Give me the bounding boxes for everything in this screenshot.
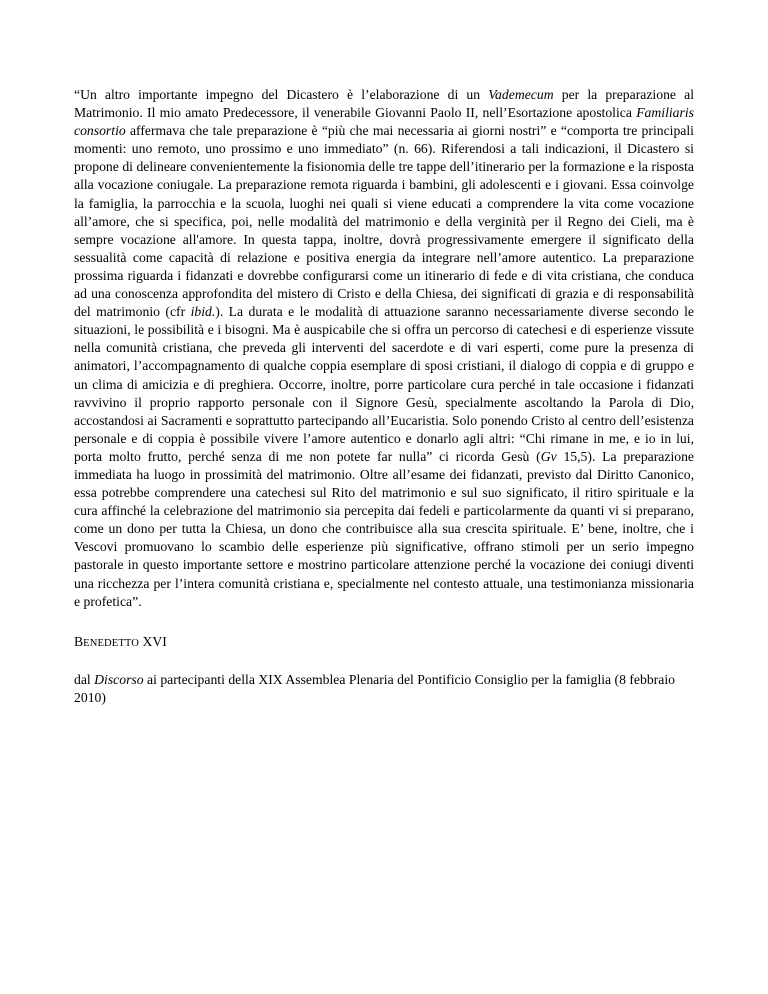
quote-text: affermava che tale preparazione è “più che mai necessaria ai giorni nostri” e “comporta tre principali momenti: uno remoto, uno prossimo e uno immediato” (n. 66). Riferendosi a tali indicazioni, il Dicastero si propone di delineare convenientemente la fisionomia delle tre tappe dell’itinerario per la formazione e la risposta alla vocazione coniugale. La preparazione remota riguarda i bambini, gli adolescenti e i giovani. Essa coinvolge la famiglia, la parrocchia e la scuola, luoghi nei quali si viene educati a comprendere la vita come vocazione all’amore, che si specifica, poi, nelle modalità del matrimonio e della verginità per il Regno dei Cieli, ma è sempre vocazione all'amore. In questa tappa, inoltre, dovrà progressivamente emergere il significato della sessualità come capacità di relazione e positiva energia da integrare nell’amore autentico. La preparazione prossima riguarda i fidanzati e dovrebbe configurarsi come un itinerario di fede e di vita cristiana, che conduca ad una conoscenza approfondita del mistero di Cristo e della Chiesa, dei significati di grazia e di responsabilità del matrimonio (cfr xyxy=(74,123,694,320)
quote-paragraph xyxy=(74,86,694,611)
quote-text: ). La durata e le modalità di attuazione saranno necessariamente diverse secondo le situazioni, le possibilità e i bisogni. Ma è auspicabile che si offra un percorso di catechesi e di esperienze vissute nella comunità cristiana, che preveda gli interventi del sacerdote e di vari esperti, come pure la presenza di animatori, l’accompagnamento di qualche coppia esemplare di sposi cristiani, il dialogo di coppia e di gruppo e un clima di amicizia e di preghiera. Occorre, inoltre, porre particolare cura perché in tale occasione i fidanzati ravvivino il proprio rapporto personale con il Signore Gesù, specialmente ascoltando la Parola di Dio, accostandosi ai Sacramenti e soprattutto partecipando all’Eucaristia. Solo ponendo Cristo al centro dell’esistenza personale e di coppia è possibile vivere l’amore autentico e donarlo agli altri: “Chi rimane in me, e io in lui, porta molto frutto, perché senza di me non potete far nulla” ci ricorda Gesù ( xyxy=(74,304,694,464)
quote-italic-vademecum: Vademecum xyxy=(488,87,554,102)
source-rest: ai partecipanti della XIX Assemblea Plenaria del Pontificio Consiglio per la famiglia (8 febbraio 2010) xyxy=(74,671,675,705)
quote-text: 15,5). La preparazione immediata ha luogo in prossimità del matrimonio. Oltre all’esame dei fidanzati, previsto dal Diritto Canonico, essa potrebbe comprendere una catechesi sul Rito del matrimonio e sul suo significato, il ritiro spirituale e la cura affinché la celebrazione del matrimonio sia percepita dai fedeli e particolarmente da quanti vi si preparano, come un dono per tutta la Chiesa, un dono che contribuisce alla sua crescita spirituale. E’ bene, inoltre, che i Vescovi promuovano lo scambio delle esperienze più significative, offrano stimoli per un serio impegno pastorale in questo importante settore e mostrino particolare attenzione perché la vocazione dei coniugi diventi una ricchezza per l’intera comunità cristiana e, specialmente nel contesto attuale, una testimonianza missionaria e profetica”. xyxy=(74,448,695,609)
source-italic-discorso: Discorso xyxy=(94,671,144,687)
quote-text: per la preparazione al Matrimonio. Il mio amato Predecessore, il venerabile Giovanni Paolo II, nell’Esortazione apostolica xyxy=(74,87,695,121)
author-numeral: XVI xyxy=(142,633,167,649)
quote-text: “Un altro importante impegno del Dicastero è l’elaborazione di un xyxy=(74,87,489,102)
quote-italic-gv: Gv xyxy=(540,448,557,464)
author-signature xyxy=(74,633,694,653)
source-prefix: dal xyxy=(74,671,95,687)
document-page xyxy=(74,86,694,707)
quote-italic-familiaris: Familiaris consortio xyxy=(74,105,694,139)
author-initial: B xyxy=(74,633,84,649)
author-name-smallcaps: ENEDETTO xyxy=(83,637,140,649)
source-citation xyxy=(74,671,694,707)
quote-italic-ibid: ibid. xyxy=(190,304,216,320)
